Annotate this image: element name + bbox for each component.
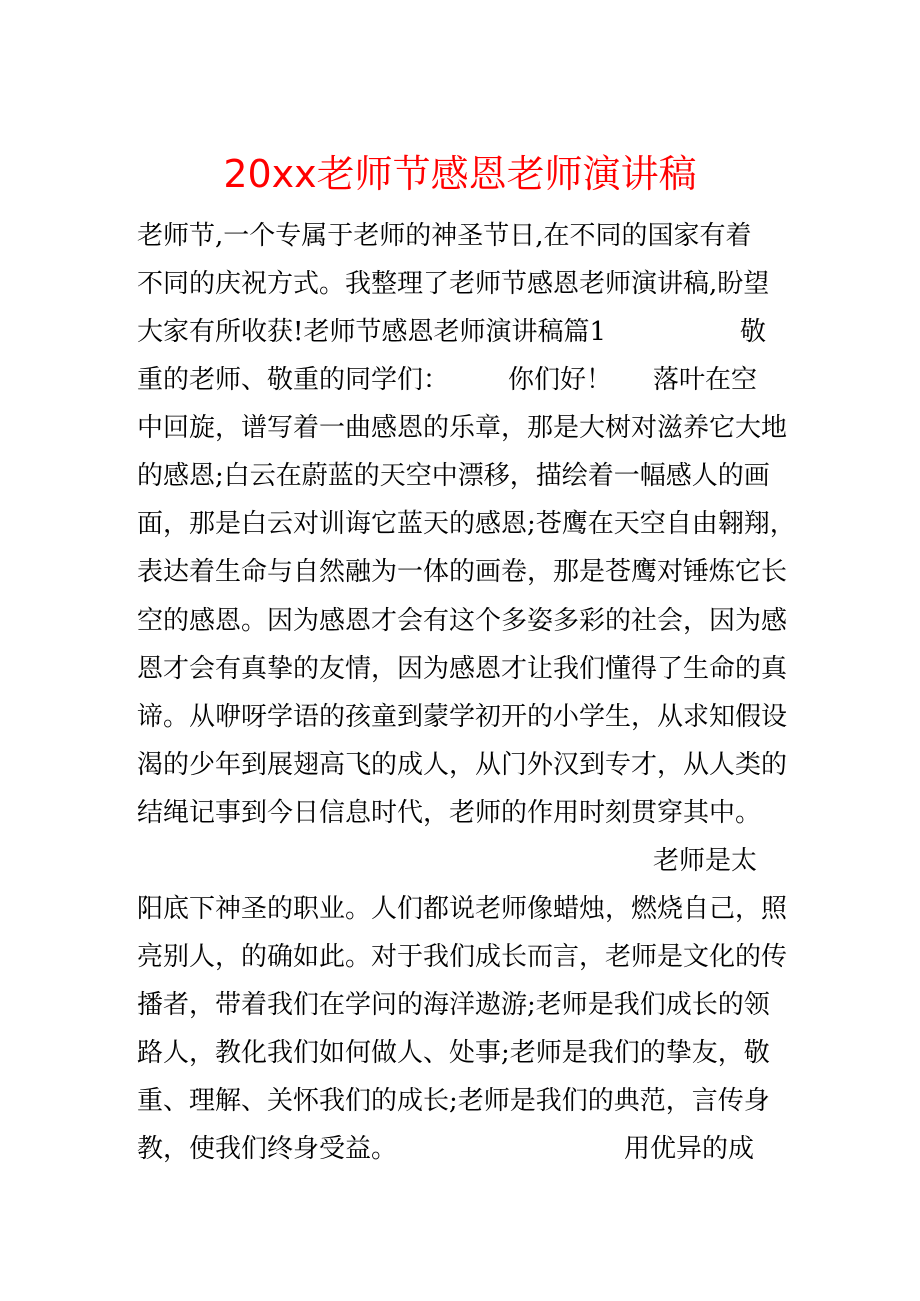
body-line-3: 大家有所收获!老师节感恩老师演讲稿篇1 [137, 317, 606, 347]
body-line-4-tail: 落叶在空 [653, 365, 758, 395]
body-line-20: 教，使我们终身受益。 [137, 1134, 398, 1164]
body-line-6: 的感恩;白云在蔚蓝的天空中漂移，描绘着一幅感人的画 [137, 461, 770, 491]
body-line-18: 路人，教化我们如何做人、处事;老师是我们的挚友，敬 [137, 1038, 770, 1068]
greeting: 你们好！ [508, 365, 613, 395]
body-line-13: 结绳记事到今日信息时代，老师的作用时刻贯穿其中。 [137, 798, 762, 828]
body-line-1: 老师节,一个专属于老师的神圣节日,在不同的国家有着 [137, 221, 752, 251]
body-line-17: 播者，带着我们在学问的海洋遨游;老师是我们成长的领 [137, 990, 770, 1020]
body-line-9: 空的感恩。因为感恩才会有这个多姿多彩的社会，因为感 [137, 606, 788, 636]
body-line-8: 表达着生命与自然融为一体的画卷，那是苍鹰对锤炼它长 [137, 557, 788, 587]
body-line-7: 面，那是白云对训诲它蓝天的感恩;苍鹰在天空自由翱翔， [137, 509, 796, 539]
body-line-20-tail: 用优异的成 [624, 1134, 755, 1164]
body-line-11: 谛。从咿呀学语的孩童到蒙学初开的小学生，从求知假设 [137, 702, 788, 732]
body-line-2: 不同的庆祝方式。我整理了老师节感恩老师演讲稿,盼望 [137, 269, 770, 299]
body-line-19: 重、理解、关怀我们的成长;老师是我们的典范，言传身 [137, 1086, 770, 1116]
body-line-3-tail: 敬 [740, 317, 767, 347]
body-line-16: 亮别人，的确如此。对于我们成长而言，老师是文化的传 [137, 942, 788, 972]
body-line-5: 中回旋，谱写着一曲感恩的乐章，那是大树对滋养它大地 [137, 413, 788, 443]
body-line-14-tail: 老师是太 [653, 846, 758, 876]
document-title: 20xx老师节感恩老师演讲稿 [223, 152, 697, 196]
body-line-12: 渴的少年到展翅高飞的成人，从门外汉到专才，从人类的 [137, 750, 788, 780]
body-line-4: 重的老师、敬重的同学们： [137, 365, 450, 395]
body-line-15: 阳底下神圣的职业。人们都说老师像蜡烛，燃烧自己，照 [137, 894, 788, 924]
body-line-10: 恩才会有真挚的友情，因为感恩才让我们懂得了生命的真 [137, 654, 788, 684]
